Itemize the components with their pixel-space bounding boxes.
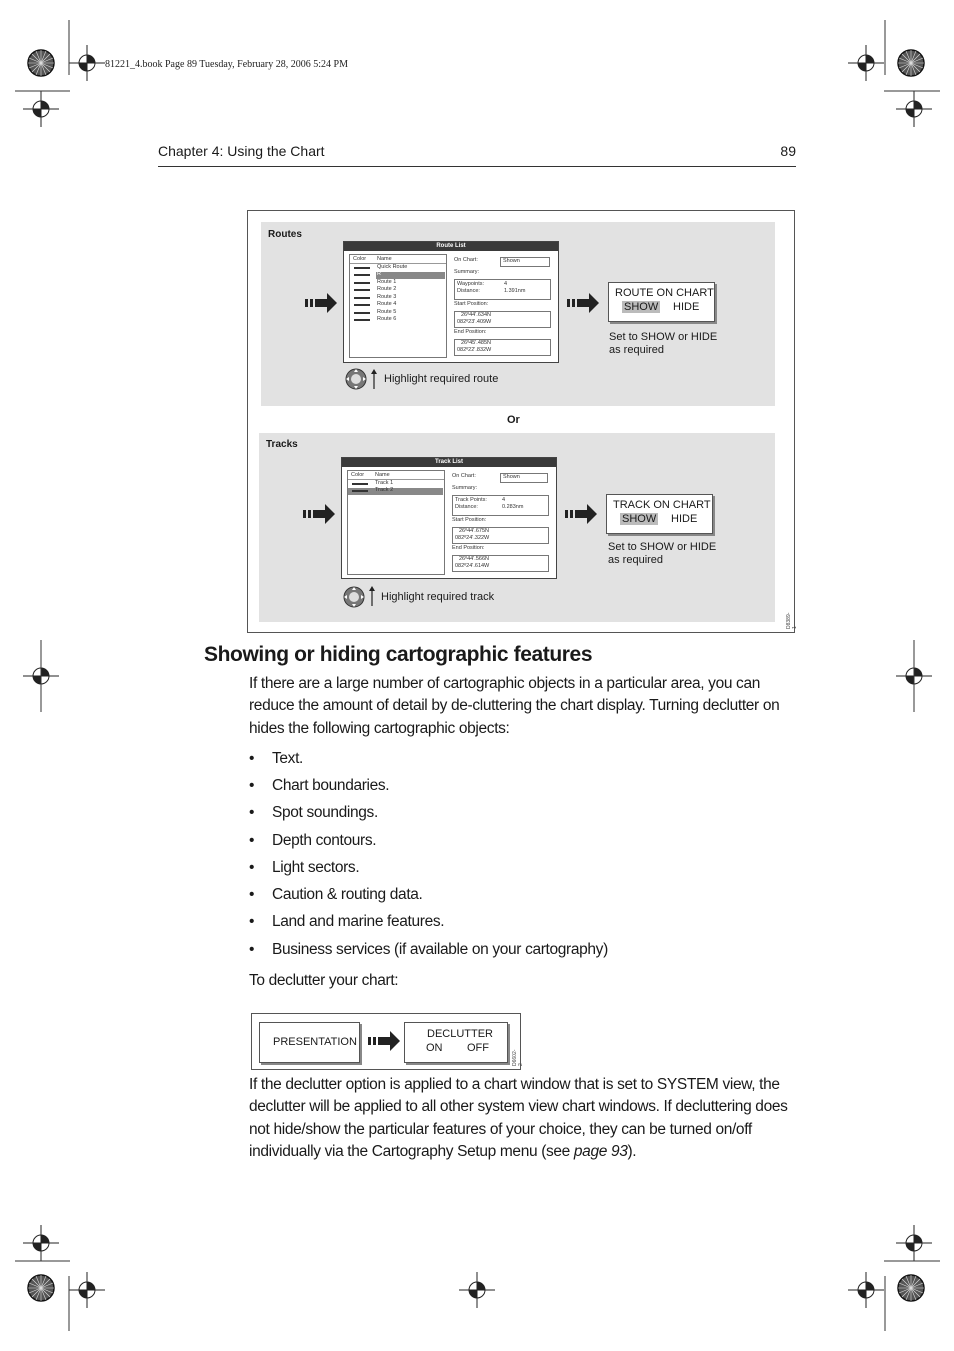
- track-note: as required: [608, 554, 664, 566]
- waypoints-label: Waypoints:: [457, 281, 485, 287]
- declutter-lead: To declutter your chart:: [249, 972, 399, 989]
- route-list-title: Route List: [344, 242, 558, 251]
- arrow-icon: [305, 292, 339, 314]
- end-label: End Position:: [454, 329, 487, 335]
- route-on-chart-softkey[interactable]: [608, 282, 715, 322]
- waypoints-value: 4: [504, 281, 508, 287]
- distance-value: 0.283nm: [502, 504, 524, 510]
- start-label: Start Position:: [454, 301, 489, 307]
- list-item[interactable]: Route 6: [377, 316, 397, 322]
- col-color: Color: [351, 472, 365, 478]
- figure-id: D8389-1: [786, 612, 798, 629]
- arrow-icon: [567, 292, 601, 314]
- start-lat: 26º44'.675N: [459, 528, 489, 534]
- show-option[interactable]: SHOW: [624, 301, 659, 313]
- distance-label: Distance:: [455, 504, 478, 510]
- show-option[interactable]: SHOW: [622, 513, 657, 525]
- hide-option[interactable]: HIDE: [671, 513, 698, 525]
- up-arrow-icon: [371, 369, 377, 389]
- arrow-icon: [303, 503, 337, 525]
- list-item[interactable]: Route 2: [377, 286, 397, 292]
- on-chart-value: Shown: [503, 258, 520, 264]
- softkey-title: TRACK ON CHART: [613, 499, 711, 511]
- softkey-title: ROUTE ON CHART: [615, 287, 714, 299]
- arrow-icon: [565, 503, 599, 525]
- intro-paragraph: If there are a large number of cartographic objects in a particular area, you can reduce the amount of detail by de-cluttering the chart display. Turning declutter on hides the following cartographic objects:: [249, 675, 780, 737]
- rotary-control-icon: [343, 586, 365, 608]
- declutter-softkey[interactable]: [404, 1022, 508, 1063]
- rotary-control-icon: [345, 368, 367, 390]
- on-chart-label: On Chart:: [454, 257, 478, 263]
- figure-id: D6602-2: [512, 1049, 524, 1066]
- distance-value: 1.391nm: [504, 288, 526, 294]
- print-slug: 81221_4.book Page 89 Tuesday, February 28, 2006 5:24 PM: [105, 59, 348, 70]
- declutter-label: DECLUTTER: [427, 1028, 494, 1040]
- outro-end: ).: [627, 1142, 637, 1160]
- arrow-icon: [368, 1030, 402, 1052]
- list-item[interactable]: R: [377, 271, 381, 277]
- distance-label: Distance:: [457, 288, 480, 294]
- route-note: as required: [609, 344, 665, 356]
- start-label: Start Position:: [452, 517, 487, 523]
- section-heading: Showing or hiding cartographic features: [204, 643, 593, 666]
- chapter-title: Chapter 4: Using the Chart: [158, 143, 325, 159]
- points-value: 4: [502, 497, 506, 503]
- list-item[interactable]: Quick Route: [377, 264, 408, 270]
- outro-paragraph: [249, 1074, 797, 1163]
- track-list: [347, 470, 445, 575]
- route-note: Set to SHOW or HIDE: [609, 331, 718, 343]
- hide-option[interactable]: HIDE: [673, 301, 700, 313]
- off-option[interactable]: OFF: [467, 1042, 489, 1054]
- on-option[interactable]: ON: [426, 1042, 443, 1054]
- outro-text: If the declutter option is applied to a chart window that is set to SYSTEM view, the declutter will be applied to all other system view chart windows. If decluttering does not hide/show the particular features of your choice, they can be turned on/off individually via the Cartography Setup menu (see: [249, 1076, 788, 1160]
- route-track-figure: [247, 210, 798, 633]
- track-highlight-caption: Highlight required track: [381, 591, 495, 603]
- page-link[interactable]: page 93: [573, 1142, 628, 1160]
- list-item[interactable]: Route 5: [377, 309, 397, 315]
- track-note: Set to SHOW or HIDE: [608, 541, 717, 553]
- end-label: End Position:: [452, 545, 485, 551]
- route-list: [349, 254, 447, 358]
- end-lat: 26º44'.566N: [459, 556, 489, 562]
- declutter-figure: [251, 1013, 524, 1070]
- on-chart-label: On Chart:: [452, 473, 476, 479]
- end-lat: 26º45'.485N: [461, 340, 491, 346]
- col-color: Color: [353, 256, 367, 262]
- track-list-title: Track List: [342, 458, 556, 467]
- tracks-title: Tracks: [266, 439, 298, 450]
- list-item[interactable]: Track 1: [375, 480, 394, 486]
- points-label: Track Points:: [455, 497, 487, 503]
- track-list-screen: [341, 457, 557, 579]
- summary-label: Summary:: [452, 485, 478, 491]
- or-label: Or: [507, 414, 520, 426]
- col-name: Name: [375, 472, 390, 478]
- list-item[interactable]: Route 3: [377, 294, 397, 300]
- end-lon: 082º22'.832W: [457, 347, 492, 353]
- on-chart-value: Shown: [503, 474, 520, 480]
- end-lon: 082º24'.614W: [455, 563, 490, 569]
- up-arrow-icon: [369, 586, 375, 606]
- routes-panel: [261, 222, 775, 406]
- start-lon: 082º23'.409W: [457, 319, 492, 325]
- route-highlight-caption: Highlight required route: [384, 373, 499, 385]
- list-item[interactable]: Track 2: [375, 487, 394, 493]
- list-item[interactable]: Route 4: [377, 301, 397, 307]
- col-name: Name: [377, 256, 392, 262]
- start-lat: 26º44'.634N: [461, 312, 491, 318]
- list-item[interactable]: Route 1: [377, 279, 397, 285]
- presentation-label: PRESENTATION: [273, 1036, 357, 1048]
- start-lon: 082º24'.322W: [455, 535, 490, 541]
- tracks-panel: [259, 433, 775, 622]
- routes-title: Routes: [268, 229, 302, 240]
- track-on-chart-softkey[interactable]: [606, 494, 713, 534]
- header-rule: [158, 166, 796, 167]
- summary-label: Summary:: [454, 269, 480, 275]
- page-number: 89: [780, 143, 796, 159]
- route-list-screen: [343, 241, 559, 363]
- presentation-softkey[interactable]: [259, 1022, 360, 1063]
